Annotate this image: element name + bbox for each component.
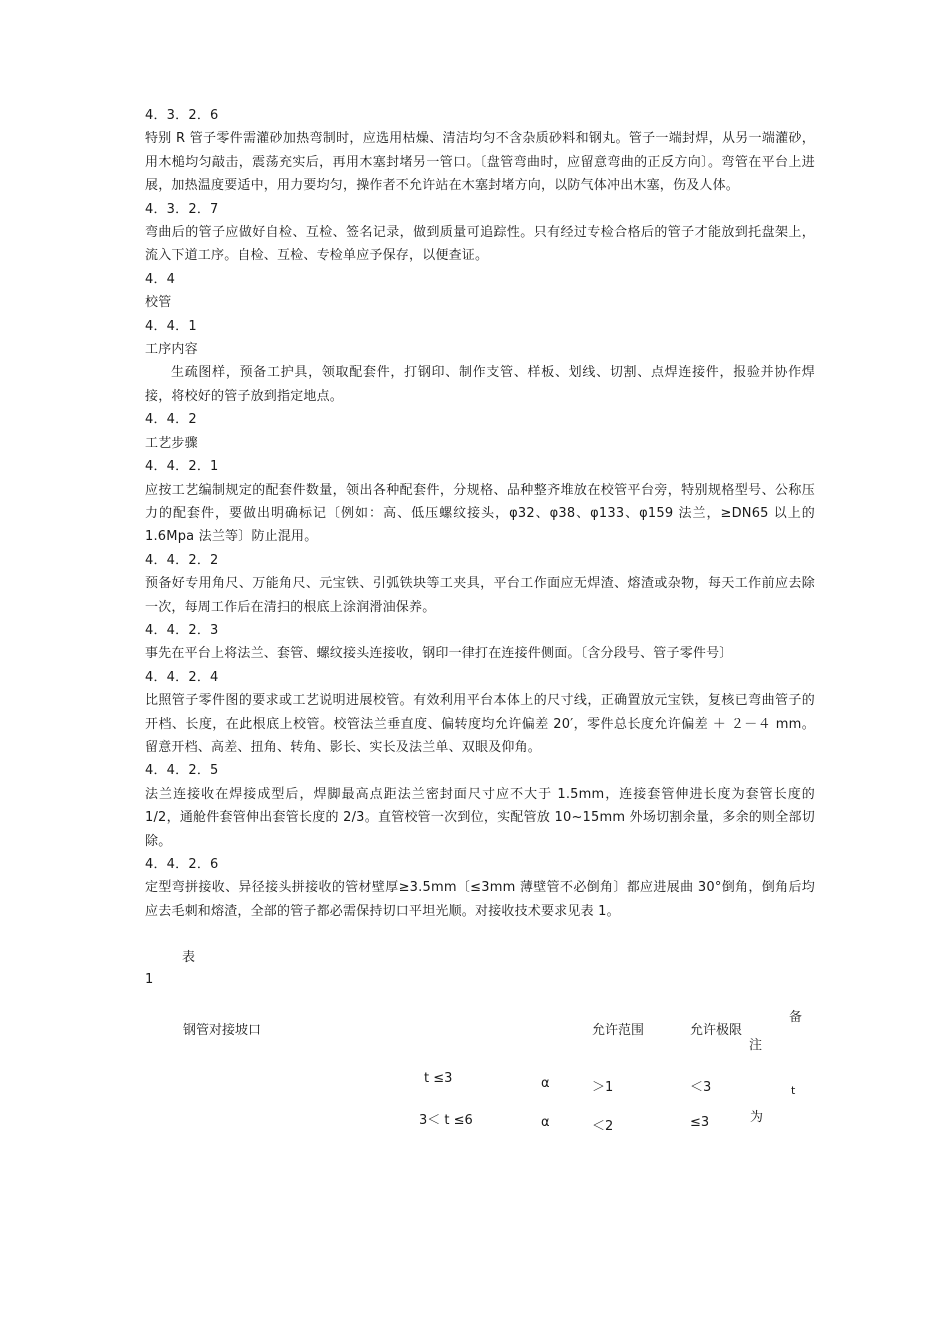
table-row2-thickness: 3＜ t ≤6 [419,1113,473,1128]
section-heading: 4．4．2．4 [145,669,219,685]
table-row2-range: ＜2 [592,1119,614,1134]
section-heading: 4．3．2．6 [145,108,219,123]
section-heading: 工艺步骤 [145,435,198,451]
paragraph: 弯曲后的管子应做好自检、互检、签名记录，做到质量可追踪性。只有经过专检合格后的管子才能放到托盘架上，流入下道工序。自检、互检、专检单应予保存，以便查证。 [145,225,815,264]
section-heading: 4．4．2．6 [145,857,219,872]
document-body [145,104,815,923]
table-header-remark-bottom: 注 [749,1038,763,1053]
table-note-t: t [791,1084,796,1097]
section-heading: 校管 [145,295,172,311]
paragraph: 比照管子零件图的要求或工艺说明进展校管。有效利用平台本体上的尺寸线，正确置放元宝铁，复核已弯曲管子的开档、长度，在此根底上校管。校管法兰垂直度、偏转度均允许偏差 20′，零件总长度允许偏差 ＋ ２－４ mm。留意开档、高差、扭角、转角、影长、实长及法兰单、双眼及仰角。 [145,693,815,755]
table-header-allow-limit: 允许极限 [690,1023,743,1038]
paragraph: 定型弯拼接收、异径接头拼接收的管材壁厚≥3.5mm〔≤3mm 薄壁管不必倒角〕都应进展曲 30°倒角，倒角后均应去毛刺和熔渣，全部的管子都必需保持切口平坦光顺。对接收技术要求见表 1。 [145,880,815,919]
table-row1-range: ＞1 [592,1080,614,1095]
section-heading: 4．4．2．2 [145,552,219,568]
table-header-butt-bevel: 钢管对接坡口 [183,1023,262,1038]
table-note-wei: 为 [750,1110,764,1125]
table-row2-symbol: α [541,1115,550,1130]
table-header-remark-top: 备 [789,1010,803,1025]
table-caption-word: 表 [182,950,196,965]
section-heading: 4．4．2．1 [145,459,219,475]
paragraph: 应按工艺编制规定的配套件数量，领出各种配套件，分规格、品种整齐堆放在校管平台旁，特别规格型号、公称压力的配套件，要做出明确标记〔例如：高、低压螺纹接头，φ32、φ38、φ133、φ159 法兰，≥DN65 以上的 1.6Mpa 法兰等〕防止混用。 [145,482,815,545]
section-heading: 4．3．2．7 [145,201,219,217]
section-heading: 4．4．2．5 [145,763,219,779]
paragraph: 事先在平台上将法兰、套管、螺纹接头连接收，钢印一律打在连接件侧面。〔含分段号、管子零件号〕 [145,646,733,662]
paragraph: 预备好专用角尺、万能角尺、元宝铁、引弧铁块等工夹具，平台工作面应无焊渣、熔渣或杂物，每天工作前应去除一次，每周工作后在清扫的根底上涂润滑油保养。 [145,576,815,615]
section-heading: 4．4．1 [145,318,197,334]
section-heading: 4．4．2 [145,412,197,428]
table-caption-number: 1 [145,972,154,987]
table-row1-symbol: α [541,1076,550,1091]
paragraph: 法兰连接收在焊接成型后，焊脚最高点距法兰密封面尺寸应不大于 1.5mm，连接套管伸进长度为套管长度的 1/2，通舱件套管伸出套管长度的 2/3。直管校管一次到位，实配管放 10~15mm 外场切割余量，多余的则全部切除。 [145,786,815,849]
table-row1-thickness: t ≤3 [424,1071,453,1086]
paragraph: 生疏图样，预备工护具，领取配套件，打钢印、制作支管、样板、划线、切割、点焊连接件，报验并协作焊接，将校好的管子放到指定地点。 [145,365,815,404]
paragraph: 特别 R 管子零件需灌砂加热弯制时，应选用枯燥、清洁均匀不含杂质砂料和钢丸。管子一端封焊，从另一端灌砂，用木槌均匀敲击，震荡充实后，再用木塞封堵另一管口。〔盘管弯曲时，应留意弯曲的正反方向〕。弯管在平台上进展，加热温度要适中，用力要均匀，操作者不允许站在木塞封堵方向，以防气体冲出木塞，伤及人体。 [145,131,815,194]
table-header-allow-range: 允许范围 [592,1023,645,1038]
section-heading: 4．4 [145,271,176,287]
section-heading: 4．4．2．3 [145,622,219,638]
table-row2-limit: ≤3 [690,1115,710,1130]
table-row1-limit: ＜3 [690,1080,712,1095]
section-heading: 工序内容 [145,342,198,358]
